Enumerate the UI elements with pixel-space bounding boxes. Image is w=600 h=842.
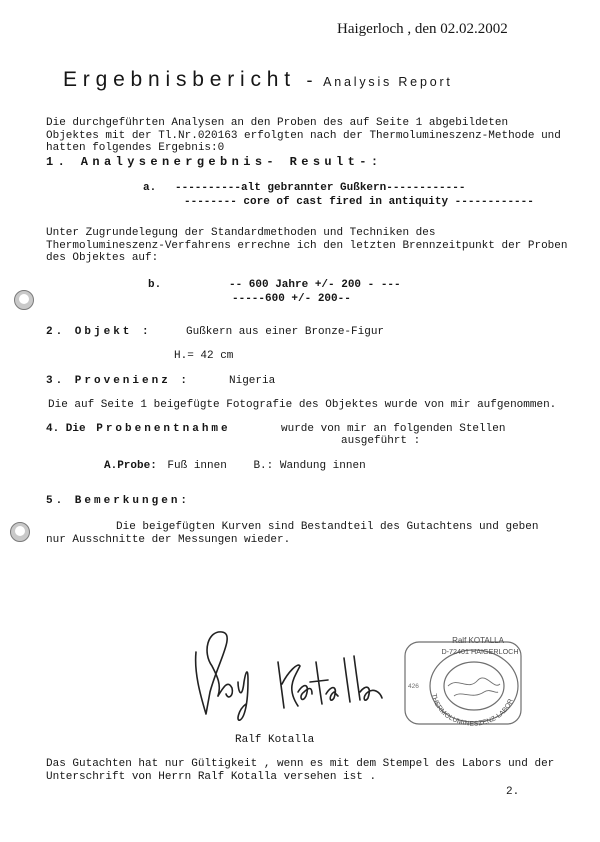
sampling-text-1: wurde von mir an folgenden Stellen xyxy=(281,423,506,435)
punch-hole-bottom xyxy=(10,522,30,542)
validity-line: Das Gutachten hat nur Gültigkeit , wenn es mit dem Stempel des Labors und der xyxy=(46,758,555,770)
title-dash: - xyxy=(306,70,313,90)
section-4-word: Probenentnahme xyxy=(96,423,231,435)
result-a-line-de: ----------alt gebrannter Gußkern------------ xyxy=(175,182,466,194)
stamp-side-mark: 426 xyxy=(408,683,419,690)
stamp-ring-text: THERMOLUMINESZENZ-LABOR xyxy=(429,693,515,728)
validity-line: Unterschrift von Herrn Ralf Kotalla versehen ist . xyxy=(46,770,377,783)
intro-line: Objektes mit der Tl.Nr.020163 erfolgten nach der Thermolumineszenz-Methode und xyxy=(46,129,561,142)
stamp-line-2: D-72401 HAIGERLOCH xyxy=(441,647,519,656)
punch-hole-top xyxy=(14,290,34,310)
signature-image xyxy=(188,622,388,724)
section-1-heading: 1. Analysenergebnis- Result-: xyxy=(46,155,383,169)
remarks-line-2: nur Ausschnitte der Messungen wieder. xyxy=(46,534,291,546)
result-a-label: a. xyxy=(143,182,157,194)
intro-paragraph xyxy=(46,117,561,155)
report-title xyxy=(63,68,453,92)
section-4-heading xyxy=(46,423,231,435)
section-5-heading: 5. Bemerkungen: xyxy=(46,495,191,507)
signatory-name: Ralf Kotalla xyxy=(235,734,315,746)
section-4-number: 4. Die xyxy=(46,423,86,435)
method-paragraph xyxy=(46,227,568,265)
section-3-heading: 3. Provenienz : xyxy=(46,375,191,387)
title-main: Ergebnisbericht xyxy=(63,68,296,91)
method-line: des Objektes auf: xyxy=(46,252,159,264)
probe-a-value: Fuß innen xyxy=(167,460,227,472)
method-line: Unter Zugrundelegung der Standardmethoden und Techniken des xyxy=(46,227,436,239)
remarks-line-1: Die beigefügten Kurven sind Bestandteil des Gutachtens und geben xyxy=(116,521,539,533)
probe-a-label: A.Probe: xyxy=(104,460,157,472)
page-number: 2. xyxy=(506,786,520,798)
provenance-value: Nigeria xyxy=(229,375,276,387)
photo-note: Die auf Seite 1 beigefügte Fotografie des Objektes wurde von mir aufgenommen. xyxy=(48,399,557,411)
lab-stamp xyxy=(402,632,534,732)
sample-locations xyxy=(104,460,366,472)
method-line: Thermolumineszenz-Verfahrens errechne ich den letzten Brennzeitpunkt der Proben xyxy=(46,239,568,252)
place-date: Haigerloch , den 02.02.2002 xyxy=(337,21,508,37)
probe-b: B.: Wandung innen xyxy=(253,460,366,472)
result-b-label: b. xyxy=(148,279,162,291)
result-b-line-1: -- 600 Jahre +/- 200 - --- xyxy=(229,279,401,291)
intro-line: hatten folgendes Ergebnis:0 xyxy=(46,142,225,154)
sampling-text-2: ausgeführt : xyxy=(341,435,421,447)
intro-line: Die durchgeführten Analysen an den Proben des auf Seite 1 abgebildeten xyxy=(46,117,509,129)
stamp-line-1: Ralf KOTALLA xyxy=(452,636,504,645)
object-height: H.= 42 cm xyxy=(174,350,234,362)
title-sub: Analysis Report xyxy=(323,75,453,89)
result-a-line-en: -------- core of cast fired in antiquity ------------ xyxy=(184,196,534,208)
validity-note xyxy=(46,758,554,783)
result-b-line-2: -----600 +/- 200-- xyxy=(232,293,351,305)
section-2-heading: 2. Objekt : xyxy=(46,326,152,338)
object-value: Gußkern aus einer Bronze-Figur xyxy=(186,326,385,338)
